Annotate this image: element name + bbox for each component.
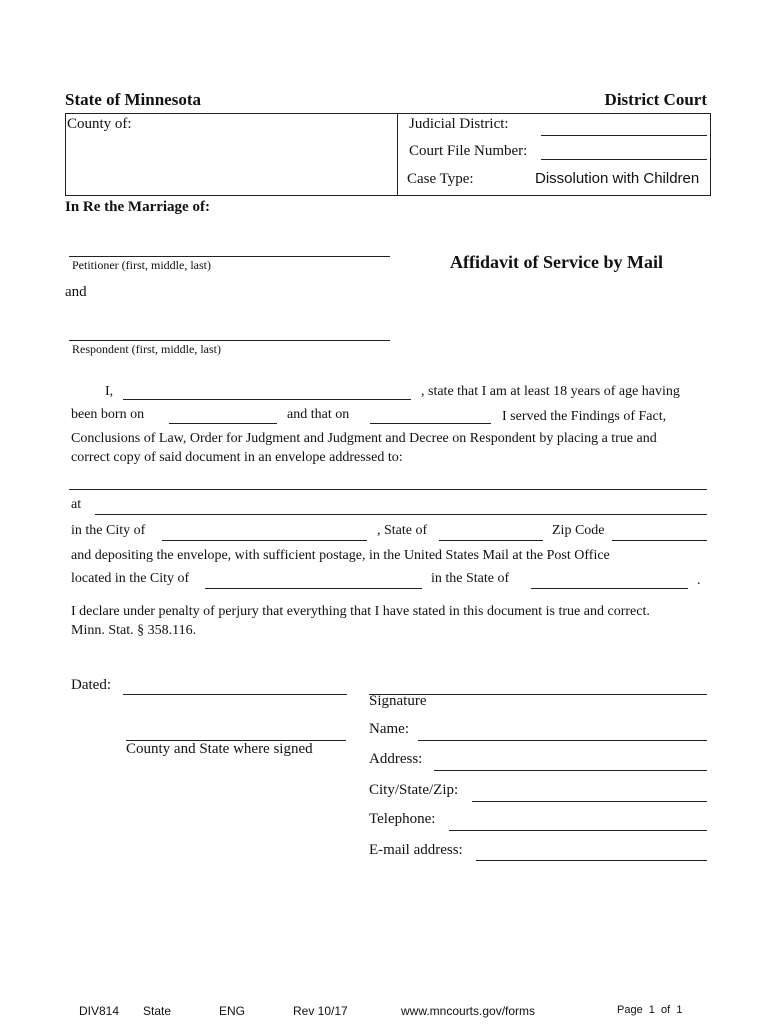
state-of-label: , State of (377, 523, 428, 538)
footer-revision: Rev 10/17 (293, 1004, 348, 1018)
addressee-field[interactable] (69, 489, 707, 490)
in-re-heading: In Re the Marriage of: (65, 199, 210, 215)
at-label: at (71, 497, 82, 512)
caption-divider (397, 113, 398, 196)
born-on-label: been born on (71, 407, 145, 422)
birth-date-field[interactable] (169, 423, 277, 424)
city-state-zip-label: City/State/Zip: (369, 782, 459, 798)
telephone-field[interactable] (449, 830, 707, 831)
in-state-of-label: in the State of (431, 571, 510, 586)
county-label: County of: (67, 116, 132, 132)
footer-language: ENG (219, 1004, 246, 1018)
county-state-label: County and State where signed (126, 741, 313, 757)
post-office-state-field[interactable] (531, 588, 688, 589)
signature-label: Signature (369, 693, 427, 709)
dated-label: Dated: (71, 677, 111, 693)
zip-code-field[interactable] (612, 540, 707, 541)
judicial-district-label: Judicial District: (409, 116, 509, 132)
conclusions-line-1: Conclusions of Law, Order for Judgment and Judgment and Decree on Respondent by placing a true and (71, 431, 657, 446)
post-office-city-field[interactable] (205, 588, 422, 589)
state-that-text: , state that I am at least 18 years of age having (421, 384, 680, 399)
respondent-field[interactable] (69, 340, 390, 341)
footer-level: State (143, 1004, 172, 1018)
footer-form-id: DIV814 (79, 1004, 120, 1018)
city-state-zip-field[interactable] (472, 801, 707, 802)
city-label: in the City of (71, 523, 146, 538)
affiant-name-field[interactable] (123, 399, 411, 400)
email-label: E-mail address: (369, 842, 463, 858)
email-field[interactable] (476, 860, 707, 861)
conclusions-line-2: correct copy of said document in an envelope addressed to: (71, 450, 403, 465)
service-date-field[interactable] (370, 423, 491, 424)
telephone-label: Telephone: (369, 811, 436, 827)
judicial-district-field[interactable] (541, 135, 707, 136)
sentence-period: . (697, 573, 701, 588)
petitioner-label: Petitioner (first, middle, last) (72, 258, 211, 272)
zip-code-label: Zip Code (552, 523, 605, 538)
depositing-text: and depositing the envelope, with sufficient postage, in the United States Mail at the Post Office (71, 548, 610, 563)
name-field[interactable] (418, 740, 707, 741)
name-label: Name: (369, 721, 409, 737)
state-field[interactable] (439, 540, 543, 541)
declaration-line-1: I declare under penalty of perjury that everything that I have stated in this document is true and correct. (71, 604, 650, 619)
case-type-label: Case Type: (407, 171, 474, 187)
street-address-field[interactable] (95, 514, 707, 515)
footer-url[interactable]: www.mncourts.gov/forms (401, 1004, 536, 1018)
form-title: Affidavit of Service by Mail (450, 252, 663, 272)
case-type-value: Dissolution with Children (535, 170, 700, 187)
petitioner-field[interactable] (69, 256, 390, 257)
state-heading: State of Minnesota (65, 90, 201, 109)
city-field[interactable] (162, 540, 367, 541)
court-file-number-field[interactable] (541, 159, 707, 160)
declaration-line-2: Minn. Stat. § 358.116. (71, 623, 197, 638)
dated-field[interactable] (123, 694, 347, 695)
and-text: and (65, 284, 87, 300)
court-heading: District Court (604, 90, 707, 109)
served-text: I served the Findings of Fact, (502, 409, 667, 424)
respondent-label: Respondent (first, middle, last) (72, 342, 221, 356)
address-label: Address: (369, 751, 423, 767)
footer-page-number: Page 1 of 1 (617, 1004, 683, 1016)
court-file-number-label: Court File Number: (409, 143, 528, 159)
i-label: I, (105, 384, 114, 399)
and-that-on-label: and that on (287, 407, 350, 422)
address-field[interactable] (434, 770, 707, 771)
located-city-label: located in the City of (71, 571, 190, 586)
